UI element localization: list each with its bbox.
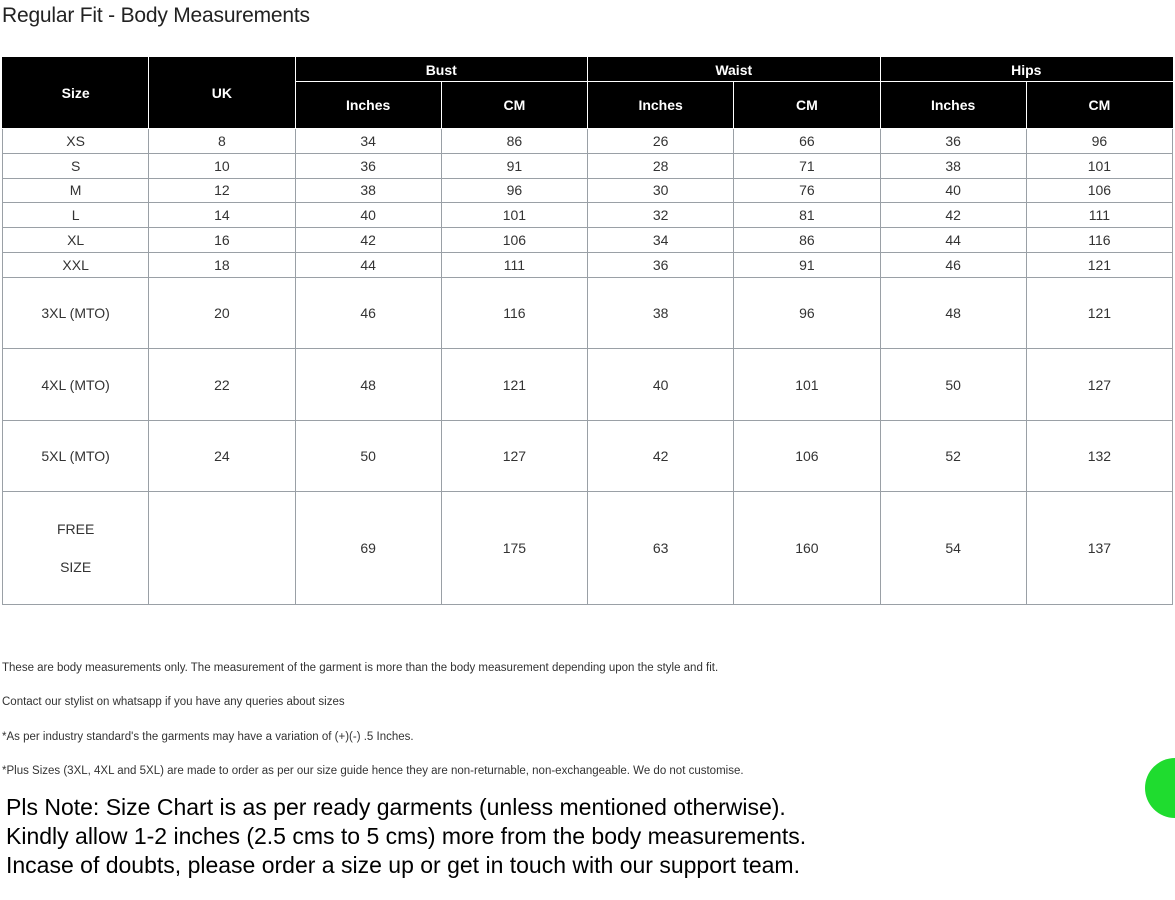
table-cell: 24 — [149, 420, 295, 492]
table-cell: 101 — [734, 349, 880, 421]
table-cell: 111 — [441, 252, 587, 277]
table-cell: 91 — [441, 153, 587, 178]
table-cell: 44 — [295, 252, 441, 277]
table-cell: 14 — [149, 203, 295, 228]
table-row — [3, 252, 1173, 277]
table-cell: 40 — [880, 178, 1026, 203]
table-cell: 3XL (MTO) — [3, 277, 149, 349]
table-cell: XL — [3, 228, 149, 253]
table-cell: 69 — [295, 492, 441, 605]
table-cell: 54 — [880, 492, 1026, 605]
table-cell: 5XL (MTO) — [3, 420, 149, 492]
note-body-measurements: These are body measurements only. The measurement of the garment is more than the body measurement depending upon the style and fit. — [2, 662, 719, 674]
table-cell: 38 — [588, 277, 734, 349]
table-cell: 76 — [734, 178, 880, 203]
table-cell: 22 — [149, 349, 295, 421]
table-cell: 121 — [441, 349, 587, 421]
table-cell: 52 — [880, 420, 1026, 492]
table-cell: 38 — [880, 153, 1026, 178]
table-row — [3, 349, 1173, 421]
table-cell: 121 — [1026, 277, 1172, 349]
table-cell: 40 — [588, 349, 734, 421]
table-cell: 44 — [880, 228, 1026, 253]
table-cell — [149, 492, 295, 605]
table-cell: 40 — [295, 203, 441, 228]
table-cell: 4XL (MTO) — [3, 349, 149, 421]
table-cell: 106 — [1026, 178, 1172, 203]
table-cell: 127 — [441, 420, 587, 492]
table-cell: 30 — [588, 178, 734, 203]
disclaimer-line3: Incase of doubts, please order a size up or get in touch with our support team. — [6, 852, 800, 878]
note-variation: *As per industry standard's the garments may have a variation of (+)(-) .5 Inches. — [2, 731, 414, 743]
table-row — [3, 277, 1173, 349]
header-waist-cm: CM — [734, 82, 880, 129]
table-cell: 86 — [734, 228, 880, 253]
table-cell: 106 — [734, 420, 880, 492]
table-cell: 12 — [149, 178, 295, 203]
table-cell: 16 — [149, 228, 295, 253]
table-cell: 46 — [880, 252, 1026, 277]
header-bust: Bust — [295, 58, 588, 82]
table-row — [3, 228, 1173, 253]
table-cell: 137 — [1026, 492, 1172, 605]
table-cell: 132 — [1026, 420, 1172, 492]
table-cell: XS — [3, 129, 149, 154]
size-chart-disclaimer — [6, 793, 806, 880]
whatsapp-chat-button[interactable] — [1145, 758, 1175, 818]
table-row — [3, 153, 1173, 178]
table-cell: 48 — [880, 277, 1026, 349]
table-row — [3, 129, 1173, 154]
table-cell: 96 — [441, 178, 587, 203]
table-cell: 116 — [441, 277, 587, 349]
table-cell: 50 — [295, 420, 441, 492]
table-cell: 38 — [295, 178, 441, 203]
table-cell: 175 — [441, 492, 587, 605]
table-row — [3, 203, 1173, 228]
table-cell: 46 — [295, 277, 441, 349]
table-cell: 42 — [880, 203, 1026, 228]
note-plus-sizes: *Plus Sizes (3XL, 4XL and 5XL) are made to order as per our size guide hence they are non-returnable, non-exchangeable. We do not customise. — [2, 765, 744, 777]
table-cell: 36 — [880, 129, 1026, 154]
table-cell: 91 — [734, 252, 880, 277]
table-cell: 36 — [295, 153, 441, 178]
table-cell: 36 — [588, 252, 734, 277]
table-cell: 18 — [149, 252, 295, 277]
table-cell: 34 — [588, 228, 734, 253]
header-uk: UK — [149, 58, 295, 129]
table-cell: 50 — [880, 349, 1026, 421]
table-cell: 81 — [734, 203, 880, 228]
table-cell: 111 — [1026, 203, 1172, 228]
table-cell: 121 — [1026, 252, 1172, 277]
table-cell: 66 — [734, 129, 880, 154]
table-cell: 8 — [149, 129, 295, 154]
table-cell: 96 — [1026, 129, 1172, 154]
free-size-label — [3, 492, 149, 605]
disclaimer-line1: Pls Note: Size Chart is as per ready garments (unless mentioned otherwise). — [6, 794, 786, 820]
header-hips-inches: Inches — [880, 82, 1026, 129]
table-cell: 32 — [588, 203, 734, 228]
table-cell: 34 — [295, 129, 441, 154]
free-size-label-line2: SIZE — [60, 559, 92, 576]
page-title: Regular Fit - Body Measurements — [2, 4, 310, 27]
table-row-free-size — [3, 492, 1173, 605]
table-row — [3, 420, 1173, 492]
table-cell: 48 — [295, 349, 441, 421]
table-cell: 42 — [588, 420, 734, 492]
size-chart-table — [2, 57, 1173, 605]
table-cell: 101 — [1026, 153, 1172, 178]
disclaimer-line2: Kindly allow 1-2 inches (2.5 cms to 5 cms) more from the body measurements. — [6, 823, 807, 849]
table-cell: 96 — [734, 277, 880, 349]
table-cell: 106 — [441, 228, 587, 253]
table-cell: 26 — [588, 129, 734, 154]
table-row — [3, 178, 1173, 203]
table-cell: 71 — [734, 153, 880, 178]
table-cell: 42 — [295, 228, 441, 253]
table-cell: 116 — [1026, 228, 1172, 253]
table-cell: 10 — [149, 153, 295, 178]
table-cell: S — [3, 153, 149, 178]
table-cell: 101 — [441, 203, 587, 228]
table-cell: 20 — [149, 277, 295, 349]
table-cell: L — [3, 203, 149, 228]
table-cell: 28 — [588, 153, 734, 178]
header-size: Size — [3, 58, 149, 129]
table-cell: 127 — [1026, 349, 1172, 421]
table-cell: XXL — [3, 252, 149, 277]
free-size-label-line1: FREE — [56, 521, 95, 538]
header-hips: Hips — [880, 58, 1173, 82]
table-cell: 160 — [734, 492, 880, 605]
header-waist: Waist — [588, 58, 881, 82]
header-bust-cm: CM — [441, 82, 587, 129]
header-bust-inches: Inches — [295, 82, 441, 129]
table-cell: 86 — [441, 129, 587, 154]
header-hips-cm: CM — [1026, 82, 1172, 129]
header-waist-inches: Inches — [588, 82, 734, 129]
note-contact-stylist: Contact our stylist on whatsapp if you have any queries about sizes — [2, 696, 345, 708]
table-cell: 63 — [588, 492, 734, 605]
table-cell: M — [3, 178, 149, 203]
